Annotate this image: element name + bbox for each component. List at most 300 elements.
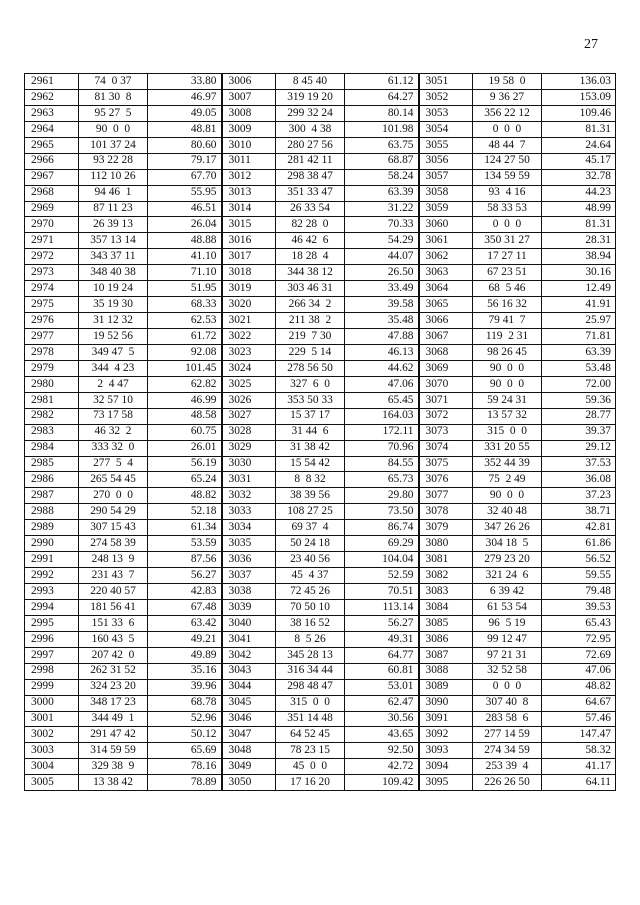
point-number-cell: 3059 — [419, 201, 473, 217]
table-row — [25, 631, 616, 647]
distance-cell: 47.06 — [345, 376, 419, 392]
distance-cell: 65.69 — [148, 743, 222, 759]
distance-cell: 56.52 — [542, 552, 616, 568]
point-number-cell: 3060 — [419, 217, 473, 233]
distance-cell: 41.91 — [542, 297, 616, 313]
distance-cell: 48.58 — [148, 408, 222, 424]
direction-angle-cell: 59 24 31 — [473, 392, 542, 408]
direction-angle-cell: 64 52 45 — [276, 727, 345, 743]
distance-cell: 62.47 — [345, 695, 419, 711]
direction-angle-cell: 67 23 51 — [473, 265, 542, 281]
distance-cell: 28.77 — [542, 408, 616, 424]
point-number-cell: 3016 — [222, 233, 276, 249]
distance-cell: 37.23 — [542, 488, 616, 504]
distance-cell: 64.27 — [345, 89, 419, 105]
distance-cell: 33.80 — [148, 74, 222, 90]
table-row — [25, 74, 616, 90]
point-number-cell: 2963 — [25, 105, 79, 121]
distance-cell: 26.04 — [148, 217, 222, 233]
distance-cell: 26.50 — [345, 265, 419, 281]
point-number-cell: 2979 — [25, 360, 79, 376]
distance-cell: 44.62 — [345, 360, 419, 376]
point-number-cell: 3006 — [222, 74, 276, 90]
point-number-cell: 3089 — [419, 679, 473, 695]
point-number-cell: 3048 — [222, 743, 276, 759]
direction-angle-cell: 79 41 7 — [473, 313, 542, 329]
direction-angle-cell: 357 13 14 — [79, 233, 148, 249]
distance-cell: 73.50 — [345, 504, 419, 520]
point-number-cell: 2973 — [25, 265, 79, 281]
point-number-cell: 2969 — [25, 201, 79, 217]
point-number-cell: 2993 — [25, 584, 79, 600]
distance-cell: 39.37 — [542, 424, 616, 440]
point-number-cell: 3036 — [222, 552, 276, 568]
distance-cell: 56.27 — [345, 615, 419, 631]
direction-angle-cell: 56 16 32 — [473, 297, 542, 313]
distance-cell: 68.33 — [148, 297, 222, 313]
distance-cell: 87.56 — [148, 552, 222, 568]
direction-angle-cell: 211 38 2 — [276, 313, 345, 329]
direction-angle-cell: 274 58 39 — [79, 536, 148, 552]
distance-cell: 68.78 — [148, 695, 222, 711]
direction-angle-cell: 108 27 25 — [276, 504, 345, 520]
direction-angle-cell: 307 15 43 — [79, 520, 148, 536]
distance-cell: 44.07 — [345, 249, 419, 265]
distance-cell: 61.34 — [148, 520, 222, 536]
point-number-cell: 3026 — [222, 392, 276, 408]
direction-angle-cell: 8 45 40 — [276, 74, 345, 90]
direction-angle-cell: 61 53 54 — [473, 599, 542, 615]
direction-angle-cell: 315 0 0 — [473, 424, 542, 440]
point-number-cell: 3070 — [419, 376, 473, 392]
distance-cell: 86.74 — [345, 520, 419, 536]
point-number-cell: 3082 — [419, 568, 473, 584]
point-number-cell: 3013 — [222, 185, 276, 201]
point-number-cell: 3025 — [222, 376, 276, 392]
point-number-cell: 2989 — [25, 520, 79, 536]
table-row — [25, 297, 616, 313]
distance-cell: 42.72 — [345, 759, 419, 775]
table-row — [25, 472, 616, 488]
distance-cell: 42.81 — [542, 520, 616, 536]
direction-angle-cell: 69 37 4 — [276, 520, 345, 536]
direction-angle-cell: 68 5 46 — [473, 281, 542, 297]
direction-angle-cell: 19 58 0 — [473, 74, 542, 90]
point-number-cell: 3085 — [419, 615, 473, 631]
direction-angle-cell: 298 48 47 — [276, 679, 345, 695]
direction-angle-cell: 97 21 31 — [473, 647, 542, 663]
point-number-cell: 3091 — [419, 711, 473, 727]
point-number-cell: 2970 — [25, 217, 79, 233]
direction-angle-cell: 31 12 32 — [79, 313, 148, 329]
point-number-cell: 3075 — [419, 456, 473, 472]
distance-cell: 32.78 — [542, 169, 616, 185]
point-number-cell: 3050 — [222, 775, 276, 791]
direction-angle-cell: 98 26 45 — [473, 344, 542, 360]
direction-angle-cell: 345 28 13 — [276, 647, 345, 663]
distance-cell: 29.80 — [345, 488, 419, 504]
point-number-cell: 3018 — [222, 265, 276, 281]
direction-angle-cell: 333 32 0 — [79, 440, 148, 456]
distance-cell: 46.13 — [345, 344, 419, 360]
direction-angle-cell: 353 50 33 — [276, 392, 345, 408]
point-number-cell: 3034 — [222, 520, 276, 536]
point-number-cell: 3000 — [25, 695, 79, 711]
table-row — [25, 599, 616, 615]
point-number-cell: 2976 — [25, 313, 79, 329]
direction-angle-cell: 151 33 6 — [79, 615, 148, 631]
distance-cell: 57.46 — [542, 711, 616, 727]
point-number-cell: 2988 — [25, 504, 79, 520]
direction-angle-cell: 99 12 47 — [473, 631, 542, 647]
direction-angle-cell: 124 27 50 — [473, 153, 542, 169]
direction-angle-cell: 31 38 42 — [276, 440, 345, 456]
point-number-cell: 2997 — [25, 647, 79, 663]
point-number-cell: 2971 — [25, 233, 79, 249]
direction-angle-cell: 343 37 11 — [79, 249, 148, 265]
direction-angle-cell: 324 23 20 — [79, 679, 148, 695]
direction-angle-cell: 96 5 19 — [473, 615, 542, 631]
point-number-cell: 2981 — [25, 392, 79, 408]
table-row — [25, 695, 616, 711]
distance-cell: 62.53 — [148, 313, 222, 329]
point-number-cell: 3052 — [419, 89, 473, 105]
direction-angle-cell: 38 39 56 — [276, 488, 345, 504]
direction-angle-cell: 46 32 2 — [79, 424, 148, 440]
distance-cell: 52.18 — [148, 504, 222, 520]
direction-angle-cell: 134 59 59 — [473, 169, 542, 185]
distance-cell: 46.51 — [148, 201, 222, 217]
distance-cell: 28.31 — [542, 233, 616, 249]
distance-cell: 70.33 — [345, 217, 419, 233]
point-number-cell: 3074 — [419, 440, 473, 456]
direction-angle-cell: 90 0 0 — [473, 360, 542, 376]
distance-cell: 64.77 — [345, 647, 419, 663]
point-number-cell: 3014 — [222, 201, 276, 217]
point-number-cell: 3057 — [419, 169, 473, 185]
direction-angle-cell: 0 0 0 — [473, 217, 542, 233]
distance-cell: 63.75 — [345, 137, 419, 153]
distance-cell: 65.24 — [148, 472, 222, 488]
direction-angle-cell: 32 40 48 — [473, 504, 542, 520]
point-number-cell: 2978 — [25, 344, 79, 360]
distance-cell: 36.08 — [542, 472, 616, 488]
distance-cell: 49.89 — [148, 647, 222, 663]
point-number-cell: 2968 — [25, 185, 79, 201]
point-number-cell: 3087 — [419, 647, 473, 663]
direction-angle-cell: 13 38 42 — [79, 775, 148, 791]
direction-angle-cell: 81 30 8 — [79, 89, 148, 105]
direction-angle-cell: 94 46 1 — [79, 185, 148, 201]
distance-cell: 45.17 — [542, 153, 616, 169]
distance-cell: 101.98 — [345, 121, 419, 137]
direction-angle-cell: 17 27 11 — [473, 249, 542, 265]
distance-cell: 53.48 — [542, 360, 616, 376]
direction-angle-cell: 82 28 0 — [276, 217, 345, 233]
distance-cell: 29.12 — [542, 440, 616, 456]
direction-angle-cell: 344 38 12 — [276, 265, 345, 281]
direction-angle-cell: 319 19 20 — [276, 89, 345, 105]
table-row — [25, 153, 616, 169]
point-number-cell: 3095 — [419, 775, 473, 791]
direction-angle-cell: 291 47 42 — [79, 727, 148, 743]
table-row — [25, 201, 616, 217]
distance-cell: 61.12 — [345, 74, 419, 90]
point-number-cell: 3028 — [222, 424, 276, 440]
direction-angle-cell: 95 27 5 — [79, 105, 148, 121]
distance-cell: 62.82 — [148, 376, 222, 392]
direction-angle-cell: 8 5 26 — [276, 631, 345, 647]
distance-cell: 49.21 — [148, 631, 222, 647]
point-number-cell: 3041 — [222, 631, 276, 647]
point-number-cell: 3079 — [419, 520, 473, 536]
point-number-cell: 2980 — [25, 376, 79, 392]
table-row — [25, 424, 616, 440]
distance-cell: 47.06 — [542, 663, 616, 679]
direction-angle-cell: 356 22 12 — [473, 105, 542, 121]
direction-angle-cell: 350 31 27 — [473, 233, 542, 249]
direction-angle-cell: 26 39 13 — [79, 217, 148, 233]
distance-cell: 64.11 — [542, 775, 616, 791]
direction-angle-cell: 50 24 18 — [276, 536, 345, 552]
distance-cell: 79.17 — [148, 153, 222, 169]
direction-angle-cell: 17 16 20 — [276, 775, 345, 791]
direction-angle-cell: 231 43 7 — [79, 568, 148, 584]
direction-angle-cell: 74 0 37 — [79, 74, 148, 90]
direction-angle-cell: 329 38 9 — [79, 759, 148, 775]
direction-angle-cell: 90 0 0 — [473, 488, 542, 504]
direction-angle-cell: 307 40 8 — [473, 695, 542, 711]
direction-angle-cell: 248 13 9 — [79, 552, 148, 568]
direction-angle-cell: 344 4 23 — [79, 360, 148, 376]
direction-angle-cell: 48 44 7 — [473, 137, 542, 153]
direction-angle-cell: 15 54 42 — [276, 456, 345, 472]
distance-cell: 55.95 — [148, 185, 222, 201]
distance-cell: 65.43 — [542, 615, 616, 631]
direction-angle-cell: 219 7 30 — [276, 329, 345, 345]
direction-angle-cell: 46 42 6 — [276, 233, 345, 249]
direction-angle-cell: 0 0 0 — [473, 121, 542, 137]
direction-angle-cell: 8 8 32 — [276, 472, 345, 488]
direction-angle-cell: 73 17 58 — [79, 408, 148, 424]
distance-cell: 70.51 — [345, 584, 419, 600]
distance-cell: 60.81 — [345, 663, 419, 679]
table-row — [25, 536, 616, 552]
table-row — [25, 647, 616, 663]
direction-angle-cell: 75 2 49 — [473, 472, 542, 488]
point-number-cell: 2961 — [25, 74, 79, 90]
table-row — [25, 743, 616, 759]
direction-angle-cell: 298 38 47 — [276, 169, 345, 185]
coordinates-table — [24, 73, 616, 791]
direction-angle-cell: 344 49 1 — [79, 711, 148, 727]
table-row — [25, 89, 616, 105]
direction-angle-cell: 266 34 2 — [276, 297, 345, 313]
direction-angle-cell: 348 17 23 — [79, 695, 148, 711]
point-number-cell: 2998 — [25, 663, 79, 679]
point-number-cell: 3092 — [419, 727, 473, 743]
table-row — [25, 265, 616, 281]
direction-angle-cell: 220 40 57 — [79, 584, 148, 600]
point-number-cell: 3084 — [419, 599, 473, 615]
distance-cell: 78.16 — [148, 759, 222, 775]
point-number-cell: 3020 — [222, 297, 276, 313]
direction-angle-cell: 2 4 47 — [79, 376, 148, 392]
point-number-cell: 2995 — [25, 615, 79, 631]
direction-angle-cell: 93 4 16 — [473, 185, 542, 201]
direction-angle-cell: 229 5 14 — [276, 344, 345, 360]
direction-angle-cell: 290 54 29 — [79, 504, 148, 520]
direction-angle-cell: 347 26 26 — [473, 520, 542, 536]
distance-cell: 84.55 — [345, 456, 419, 472]
table-row — [25, 504, 616, 520]
point-number-cell: 3077 — [419, 488, 473, 504]
table-row — [25, 679, 616, 695]
distance-cell: 109.46 — [542, 105, 616, 121]
distance-cell: 61.86 — [542, 536, 616, 552]
distance-cell: 46.99 — [148, 392, 222, 408]
distance-cell: 63.39 — [542, 344, 616, 360]
direction-angle-cell: 38 16 52 — [276, 615, 345, 631]
point-number-cell: 3081 — [419, 552, 473, 568]
distance-cell: 61.72 — [148, 329, 222, 345]
point-number-cell: 2986 — [25, 472, 79, 488]
table-row — [25, 568, 616, 584]
direction-angle-cell: 181 56 41 — [79, 599, 148, 615]
distance-cell: 81.31 — [542, 121, 616, 137]
point-number-cell: 3015 — [222, 217, 276, 233]
distance-cell: 63.42 — [148, 615, 222, 631]
point-number-cell: 2966 — [25, 153, 79, 169]
point-number-cell: 3007 — [222, 89, 276, 105]
table-row — [25, 249, 616, 265]
distance-cell: 39.96 — [148, 679, 222, 695]
distance-cell: 48.99 — [542, 201, 616, 217]
point-number-cell: 3010 — [222, 137, 276, 153]
direction-angle-cell: 19 52 56 — [79, 329, 148, 345]
table-row — [25, 233, 616, 249]
point-number-cell: 3062 — [419, 249, 473, 265]
distance-cell: 39.58 — [345, 297, 419, 313]
point-number-cell: 3037 — [222, 568, 276, 584]
point-number-cell: 3002 — [25, 727, 79, 743]
direction-angle-cell: 72 45 26 — [276, 584, 345, 600]
point-number-cell: 2975 — [25, 297, 79, 313]
point-number-cell: 3058 — [419, 185, 473, 201]
point-number-cell: 3072 — [419, 408, 473, 424]
distance-cell: 25.97 — [542, 313, 616, 329]
point-number-cell: 2983 — [25, 424, 79, 440]
table-row — [25, 663, 616, 679]
table-row — [25, 376, 616, 392]
direction-angle-cell: 9 36 27 — [473, 89, 542, 105]
distance-cell: 63.39 — [345, 185, 419, 201]
direction-angle-cell: 331 20 55 — [473, 440, 542, 456]
point-number-cell: 3027 — [222, 408, 276, 424]
point-number-cell: 3030 — [222, 456, 276, 472]
direction-angle-cell: 314 59 59 — [79, 743, 148, 759]
point-number-cell: 3086 — [419, 631, 473, 647]
direction-angle-cell: 351 14 48 — [276, 711, 345, 727]
point-number-cell: 3008 — [222, 105, 276, 121]
distance-cell: 46.97 — [148, 89, 222, 105]
direction-angle-cell: 32 57 10 — [79, 392, 148, 408]
table-row — [25, 392, 616, 408]
distance-cell: 53.01 — [345, 679, 419, 695]
point-number-cell: 3094 — [419, 759, 473, 775]
distance-cell: 59.36 — [542, 392, 616, 408]
distance-cell: 92.50 — [345, 743, 419, 759]
distance-cell: 30.16 — [542, 265, 616, 281]
point-number-cell: 2994 — [25, 599, 79, 615]
distance-cell: 48.81 — [148, 121, 222, 137]
point-number-cell: 3024 — [222, 360, 276, 376]
direction-angle-cell: 352 44 39 — [473, 456, 542, 472]
distance-cell: 38.71 — [542, 504, 616, 520]
table-row — [25, 727, 616, 743]
point-number-cell: 2996 — [25, 631, 79, 647]
distance-cell: 79.48 — [542, 584, 616, 600]
direction-angle-cell: 32 52 58 — [473, 663, 542, 679]
point-number-cell: 3056 — [419, 153, 473, 169]
direction-angle-cell: 0 0 0 — [473, 679, 542, 695]
direction-angle-cell: 15 37 17 — [276, 408, 345, 424]
distance-cell: 26.01 — [148, 440, 222, 456]
distance-cell: 101.45 — [148, 360, 222, 376]
direction-angle-cell: 35 19 30 — [79, 297, 148, 313]
distance-cell: 109.42 — [345, 775, 419, 791]
point-number-cell: 3076 — [419, 472, 473, 488]
point-number-cell: 3046 — [222, 711, 276, 727]
distance-cell: 54.29 — [345, 233, 419, 249]
direction-angle-cell: 93 22 28 — [79, 153, 148, 169]
distance-cell: 41.17 — [542, 759, 616, 775]
point-number-cell: 2984 — [25, 440, 79, 456]
point-number-cell: 3090 — [419, 695, 473, 711]
point-number-cell: 3001 — [25, 711, 79, 727]
distance-cell: 48.82 — [148, 488, 222, 504]
point-number-cell: 3031 — [222, 472, 276, 488]
distance-cell: 41.10 — [148, 249, 222, 265]
direction-angle-cell: 90 0 0 — [79, 121, 148, 137]
point-number-cell: 2992 — [25, 568, 79, 584]
distance-cell: 113.14 — [345, 599, 419, 615]
point-number-cell: 3063 — [419, 265, 473, 281]
point-number-cell: 3051 — [419, 74, 473, 90]
table-row — [25, 408, 616, 424]
point-number-cell: 3038 — [222, 584, 276, 600]
point-number-cell: 3047 — [222, 727, 276, 743]
point-number-cell: 3043 — [222, 663, 276, 679]
point-number-cell: 3093 — [419, 743, 473, 759]
point-number-cell: 3067 — [419, 329, 473, 345]
table-row — [25, 344, 616, 360]
distance-cell: 37.53 — [542, 456, 616, 472]
table-row — [25, 313, 616, 329]
table-row — [25, 105, 616, 121]
distance-cell: 35.48 — [345, 313, 419, 329]
distance-cell: 49.31 — [345, 631, 419, 647]
point-number-cell: 3080 — [419, 536, 473, 552]
point-number-cell: 3065 — [419, 297, 473, 313]
direction-angle-cell: 45 0 0 — [276, 759, 345, 775]
distance-cell: 39.53 — [542, 599, 616, 615]
distance-cell: 24.64 — [542, 137, 616, 153]
direction-angle-cell: 348 40 38 — [79, 265, 148, 281]
direction-angle-cell: 303 46 31 — [276, 281, 345, 297]
point-number-cell: 3021 — [222, 313, 276, 329]
table-row — [25, 281, 616, 297]
